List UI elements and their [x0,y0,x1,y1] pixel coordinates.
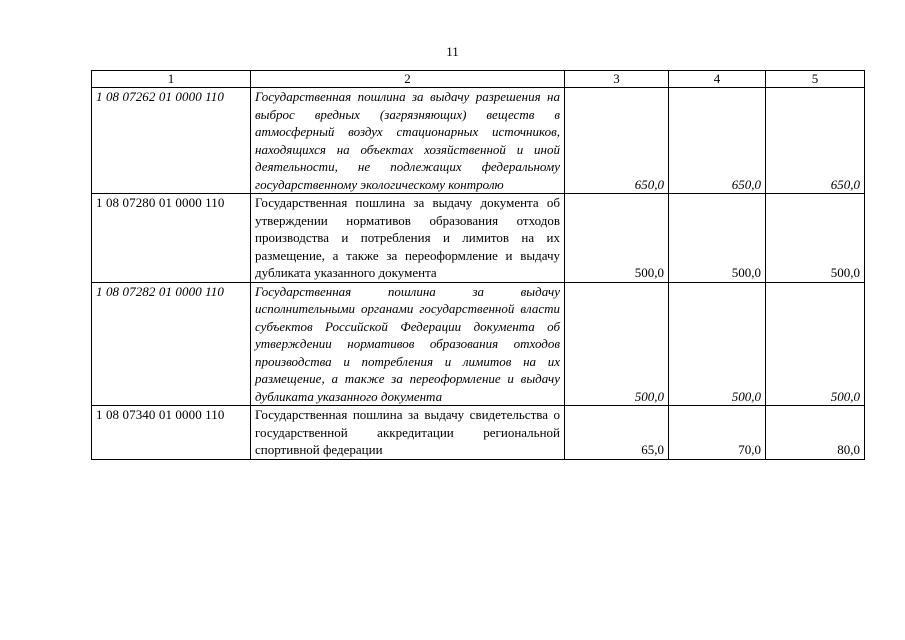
value-col-4: 70,0 [669,406,766,460]
value-col-4: 500,0 [669,194,766,283]
value-col-3: 500,0 [565,194,669,283]
value-col-3: 650,0 [565,88,669,194]
budget-code: 1 08 07262 01 0000 110 [92,88,251,194]
budget-table [91,70,865,460]
budget-code: 1 08 07340 01 0000 110 [92,406,251,460]
table-header-row [92,71,865,88]
column-header: 3 [565,71,669,88]
value-col-3: 65,0 [565,406,669,460]
row-description: Государственная пошлина за выдачу разрешения на выброс вредных (загрязняющих) веществ в атмосферный воздух стационарных источников, находящихся на объектах хозяйственной и иной деятельности, не подлежащих федеральному государственному экологическому контролю [251,88,565,194]
budget-code: 1 08 07282 01 0000 110 [92,282,251,406]
value-col-5: 650,0 [766,88,865,194]
column-header: 1 [92,71,251,88]
column-header: 4 [669,71,766,88]
row-description: Государственная пошлина за выдачу документа об утверждении нормативов образования отходов производства и потребления и лимитов на их размещение, а также за переоформление и выдачу дубликата указанного документа [251,194,565,283]
value-col-3: 500,0 [565,282,669,406]
row-description: Государственная пошлина за выдачу исполнительными органами государственной власти субъектов Российской Федерации документа об утверждении нормативов образования отходов производства и потребления и лимитов на их размещение, а также за переоформление и выдачу дубликата указанного документа [251,282,565,406]
row-description: Государственная пошлина за выдачу свидетельства о государственной аккредитации региональной спортивной федерации [251,406,565,460]
value-col-5: 500,0 [766,282,865,406]
table-row [92,194,865,283]
column-header: 5 [766,71,865,88]
table-row [92,406,865,460]
column-header: 2 [251,71,565,88]
page-number: 11 [446,44,459,59]
budget-code: 1 08 07280 01 0000 110 [92,194,251,283]
value-col-5: 80,0 [766,406,865,460]
value-col-4: 500,0 [669,282,766,406]
value-col-5: 500,0 [766,194,865,283]
value-col-4: 650,0 [669,88,766,194]
table-row [92,282,865,406]
table-row [92,88,865,194]
